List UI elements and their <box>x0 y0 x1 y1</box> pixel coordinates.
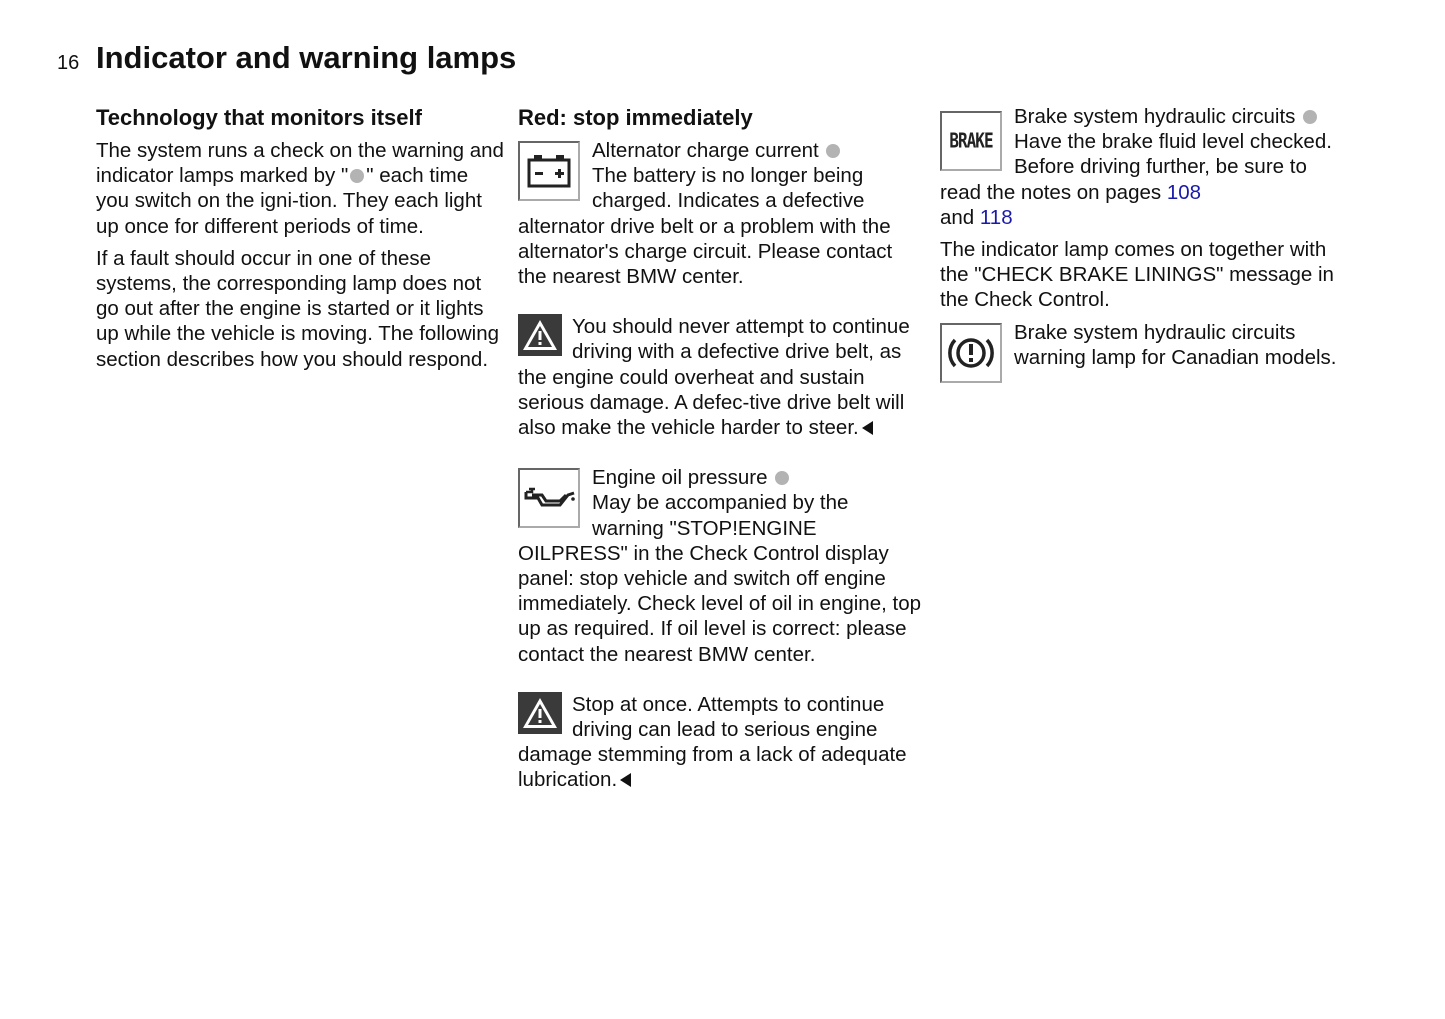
section-heading-red: Red: stop immediately <box>518 105 753 130</box>
warning-triangle-icon <box>518 314 562 356</box>
brake-title: Brake system hydraulic circuits <box>1014 105 1296 128</box>
warning-lubrication <box>518 692 923 793</box>
linings-note: The indicator lamp comes on together with the "CHECK BRAKE LININGS" message in the Check Control. <box>940 238 1334 312</box>
oil-pressure-title: Engine oil pressure <box>592 466 768 490</box>
paragraph-system-check <box>96 138 506 239</box>
alternator-title: Alternator charge current <box>592 139 819 162</box>
brake-warning-circle-icon <box>940 323 1002 383</box>
oil-pressure-body: May be accompanied by the warning "STOP!ENGINE OILPRESS" in the Check Control display panel: stop vehicle and switch off engine immediately. Check level of oil in engine, top up as required. If oil level is correct: please contact the nearest BMW center. <box>518 491 921 666</box>
warning-triangle-icon <box>518 692 562 734</box>
canadian-brake-text: Brake system hydraulic circuits warning lamp for Canadian models. <box>1014 320 1337 369</box>
paragraph-text: The system runs a check on the warning and indicator lamps marked by " <box>96 139 504 188</box>
warning-text: Stop at once. Attempts to continue driving can lead to serious engine damage stemming from a lack of adequate lubrication. <box>518 692 907 792</box>
brake-hydraulic-block <box>940 104 1350 230</box>
brake-icon <box>940 111 1002 171</box>
battery-icon <box>518 141 580 201</box>
section-heading-technology: Technology that monitors itself <box>96 105 422 130</box>
end-marker-icon <box>620 773 631 787</box>
brake-and: and <box>940 205 975 229</box>
page-link-118[interactable]: 118 <box>979 205 1013 229</box>
indicator-dot-icon <box>350 169 364 183</box>
brake-body: Have the brake fluid level checked. Before driving further, be sure to read the notes on pages <box>940 130 1332 204</box>
oil-pressure-block <box>518 465 923 667</box>
column-technology <box>96 104 506 379</box>
indicator-dot-icon <box>826 144 840 158</box>
page-link-108[interactable]: 108 <box>1166 180 1202 204</box>
page-title: Indicator and warning lamps <box>96 40 517 75</box>
canadian-brake-block <box>940 320 1350 387</box>
alternator-body: The battery is no longer being charged. Indicates a defective alternator drive belt or a problem with the alternator's charge circuit. Please contact the nearest BMW center. <box>518 164 893 289</box>
alternator-block <box>518 138 923 289</box>
paragraph-text: " each time you switch on the igni-tion. They each light up once for different periods of time. <box>96 164 482 238</box>
end-marker-icon <box>862 421 873 435</box>
oil-can-icon <box>518 468 580 528</box>
column-red-stop <box>518 104 923 800</box>
page-number: 16 <box>57 52 80 74</box>
warning-drive-belt <box>518 314 923 440</box>
paragraph-fault: If a fault should occur in one of these systems, the corresponding lamp does not go out after the engine is started or it lights up while the vehicle is moving. The following section describes how you should respond. <box>96 246 500 371</box>
indicator-dot-icon <box>1303 110 1317 124</box>
brake-icon-label: BRAKE <box>949 128 993 154</box>
indicator-dot-icon <box>775 471 789 485</box>
column-brake <box>940 104 1350 394</box>
warning-text: You should never attempt to continue driving with a defective drive belt, as the engine could overheat and sustain serious damage. A defec-tive drive belt will also make the vehicle harder to steer. <box>518 315 910 440</box>
